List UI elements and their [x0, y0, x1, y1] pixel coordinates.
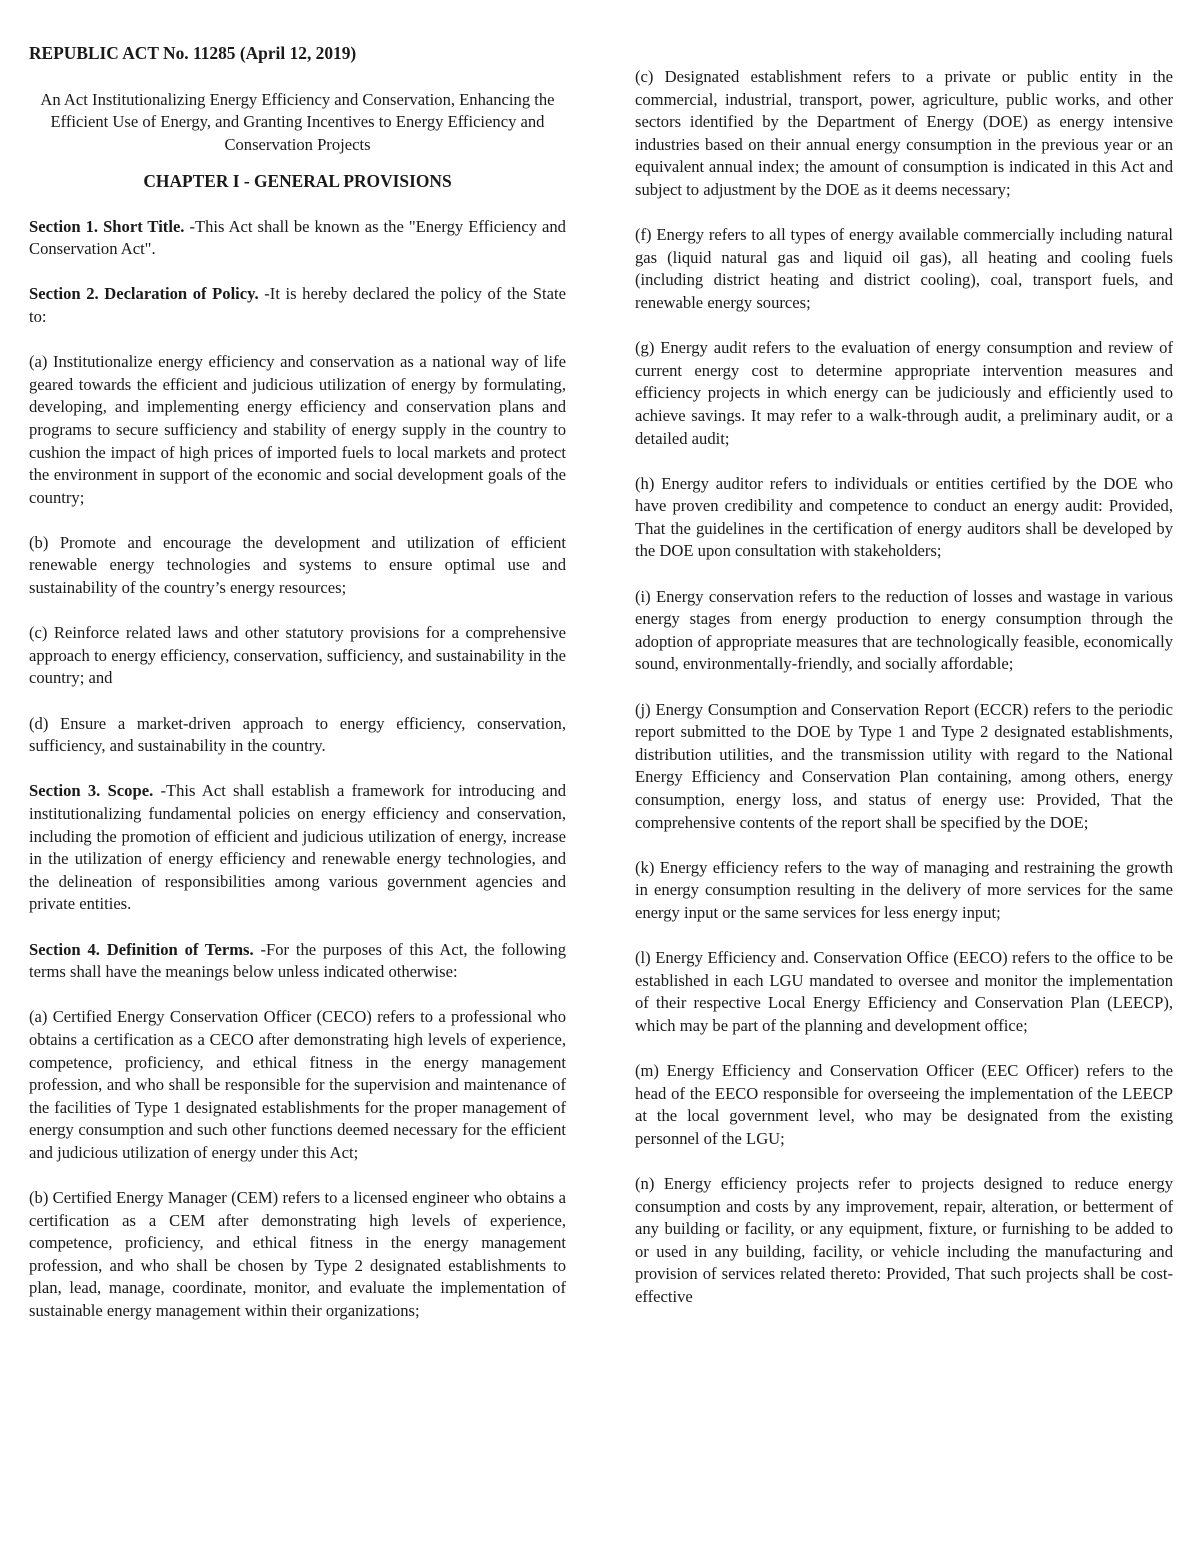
section-2 — [29, 283, 566, 328]
definition-i: (i) Energy conservation refers to the reduction of losses and wastage in various energy stages from energy production to energy consumption through the adoption of appropriate measures that are technologically feasible, economically sound, environmentally-friendly, and socially affordable; — [635, 586, 1173, 674]
definition-b: (b) Certified Energy Manager (CEM) refers to a licensed engineer who obtains a certification as a CEM after demonstrating high levels of experience, competence, proficiency, and ethical fitness in the energy management profession, and who shall be chosen by Type 2 designated establishments to plan, lead, manage, coordinate, monitor, and evaluate the implementation of sustainable energy management within their organizations; — [29, 1188, 566, 1321]
definition-c: (c) Designated establishment refers to a private or public entity in the commercial, industrial, transport, power, agriculture, public works, and other sectors identified by the Department of Energy (DOE) as energy intensive industries based on their annual energy consumption in the previous year or an equivalent annual index; the amount of consumption is indicated in this Act and subject to adjustment by the DOE as it deems necessary; — [635, 67, 1173, 199]
section-2-item-b: (b) Promote and encourage the development and utilization of efficient renewable energy technologies and systems to ensure optimal use and sustainability of the country’s energy resources; — [29, 532, 566, 598]
definition-m: (m) Energy Efficiency and Conservation Officer (EEC Officer) refers to the head of the EECO responsible for overseeing the implementation of the LEECP at the local government level, who may be designated from the existing personnel of the LGU; — [635, 1061, 1173, 1148]
definition-j: (j) Energy Consumption and Conservation Report (ECCR) refers to the periodic report submitted to the DOE by Type 1 and Type 2 designated establishments, distribution utilities, and the transmission utility with regard to the National Energy Efficiency and Conservation Plan containing, among others, energy consumption, energy loss, and status of energy use: Provided, That the comprehensive contents of the report shall be specified by the DOE; — [635, 699, 1173, 832]
act-subtitle: An Act Institutionalizing Energy Efficiency and Conservation, Enhancing the Efficient Use of Energy, and Granting Incentives to Energy Efficiency and Conservation Projects — [40, 89, 555, 154]
section-1-title: Section 1. Short Title. — [29, 216, 185, 236]
section-2-item-d: (d) Ensure a market-driven approach to energy efficiency, conservation, sufficiency, and sustainability in the country. — [29, 713, 566, 756]
section-3-title: Section 3. Scope. — [29, 781, 154, 801]
section-2-item-c: (c) Reinforce related laws and other statutory provisions for a comprehensive approach to energy efficiency, conservation, sufficiency, and sustainability in the country; and — [29, 623, 566, 688]
definition-h: (h) Energy auditor refers to individuals or entities certified by the DOE who have proven credibility and competence to conduct an energy audit: Provided, That the guidelines in the certification of energy auditors shall be developed by the DOE upon consultation with stakeholders; — [635, 473, 1173, 561]
chapter-heading: CHAPTER I - GENERAL PROVISIONS — [143, 171, 452, 192]
definition-n: (n) Energy efficiency projects refer to projects designed to reduce energy consumption and costs by any improvement, repair, alteration, or betterment of any building or facility, or any equipment, fixture, or furnishing to be added to or used in any building, facility, or vehicle including the manufacturing and provision of services related thereto: Provided, That such projects shall be cost-effective — [635, 1174, 1173, 1307]
section-1 — [29, 216, 566, 261]
definition-k: (k) Energy efficiency refers to the way of managing and restraining the growth in energy consumption resulting in the delivery of more services for the same energy input or the same services for less energy input; — [635, 857, 1173, 922]
left-column — [29, 42, 566, 1323]
definition-g: (g) Energy audit refers to the evaluation of energy consumption and review of current energy cost to determine appropriate intervention measures and efficiency projects in which energy can be judiciously and efficiently used to achieve savings. It may refer to a walk-through audit, a preliminary audit, or a detailed audit; — [635, 338, 1173, 448]
right-column — [635, 66, 1173, 1309]
definition-a: (a) Certified Energy Conservation Officer (CECO) refers to a professional who obtains a certification as a CECO after demonstrating high levels of experience, competence, proficiency, and ethical fitness in the energy management profession, and who shall be responsible for the supervision and maintenance of the facilities of Type 1 designated establishments for the proper management of energy consumption and such other functions deemed necessary for the efficient and judicious utilization of energy under this Act; — [29, 1007, 566, 1162]
definition-l: (l) Energy Efficiency and. Conservation Office (EECO) refers to the office to be established in each LGU mandated to oversee and monitor the implementation of their respective Local Energy Efficiency and Conservation Plan (LEECP), which may be part of the planning and development office; — [635, 948, 1173, 1035]
section-4-title: Section 4. Definition of Terms. — [29, 939, 254, 959]
section-2-title: Section 2. Declaration of Policy. — [29, 284, 259, 304]
section-3 — [29, 780, 566, 916]
section-2-text: -It is hereby declared the policy of the State to: — [29, 284, 566, 326]
act-header: REPUBLIC ACT No. 11285 (April 12, 2019) — [29, 43, 357, 63]
section-1-text: -This Act shall be known as the "Energy Efficiency and Conservation Act". — [29, 216, 566, 259]
section-4 — [29, 939, 566, 984]
section-3-text: -This Act shall establish a framework for introducing and institutionalizing fundamental policies on energy efficiency and conservation, including the promotion of efficient and judicious utilization of energy, increase in the utilization of energy efficiency and renewable energy technologies, and the delineation of responsibilities among various government agencies and private entities. — [29, 781, 566, 914]
section-4-text: -For the purposes of this Act, the following terms shall have the meanings below unless indicated otherwise: — [29, 939, 566, 982]
section-2-item-a: (a) Institutionalize energy efficiency and conservation as a national way of life geared towards the efficient and judicious utilization of energy by formulating, developing, and implementing energy efficiency and conservation plans and programs to secure sufficiency and stability of energy supply in the country to cushion the impact of high prices of imported fuels to local markets and protect the environment in support of the economic and social development goals of the country; — [29, 352, 566, 507]
definition-f: (f) Energy refers to all types of energy available commercially including natural gas (liquid natural gas and liquid oil gas), all heating and cooling fuels (including district heating and district cooling), coal, transport fuels, and renewable energy sources; — [635, 225, 1173, 312]
